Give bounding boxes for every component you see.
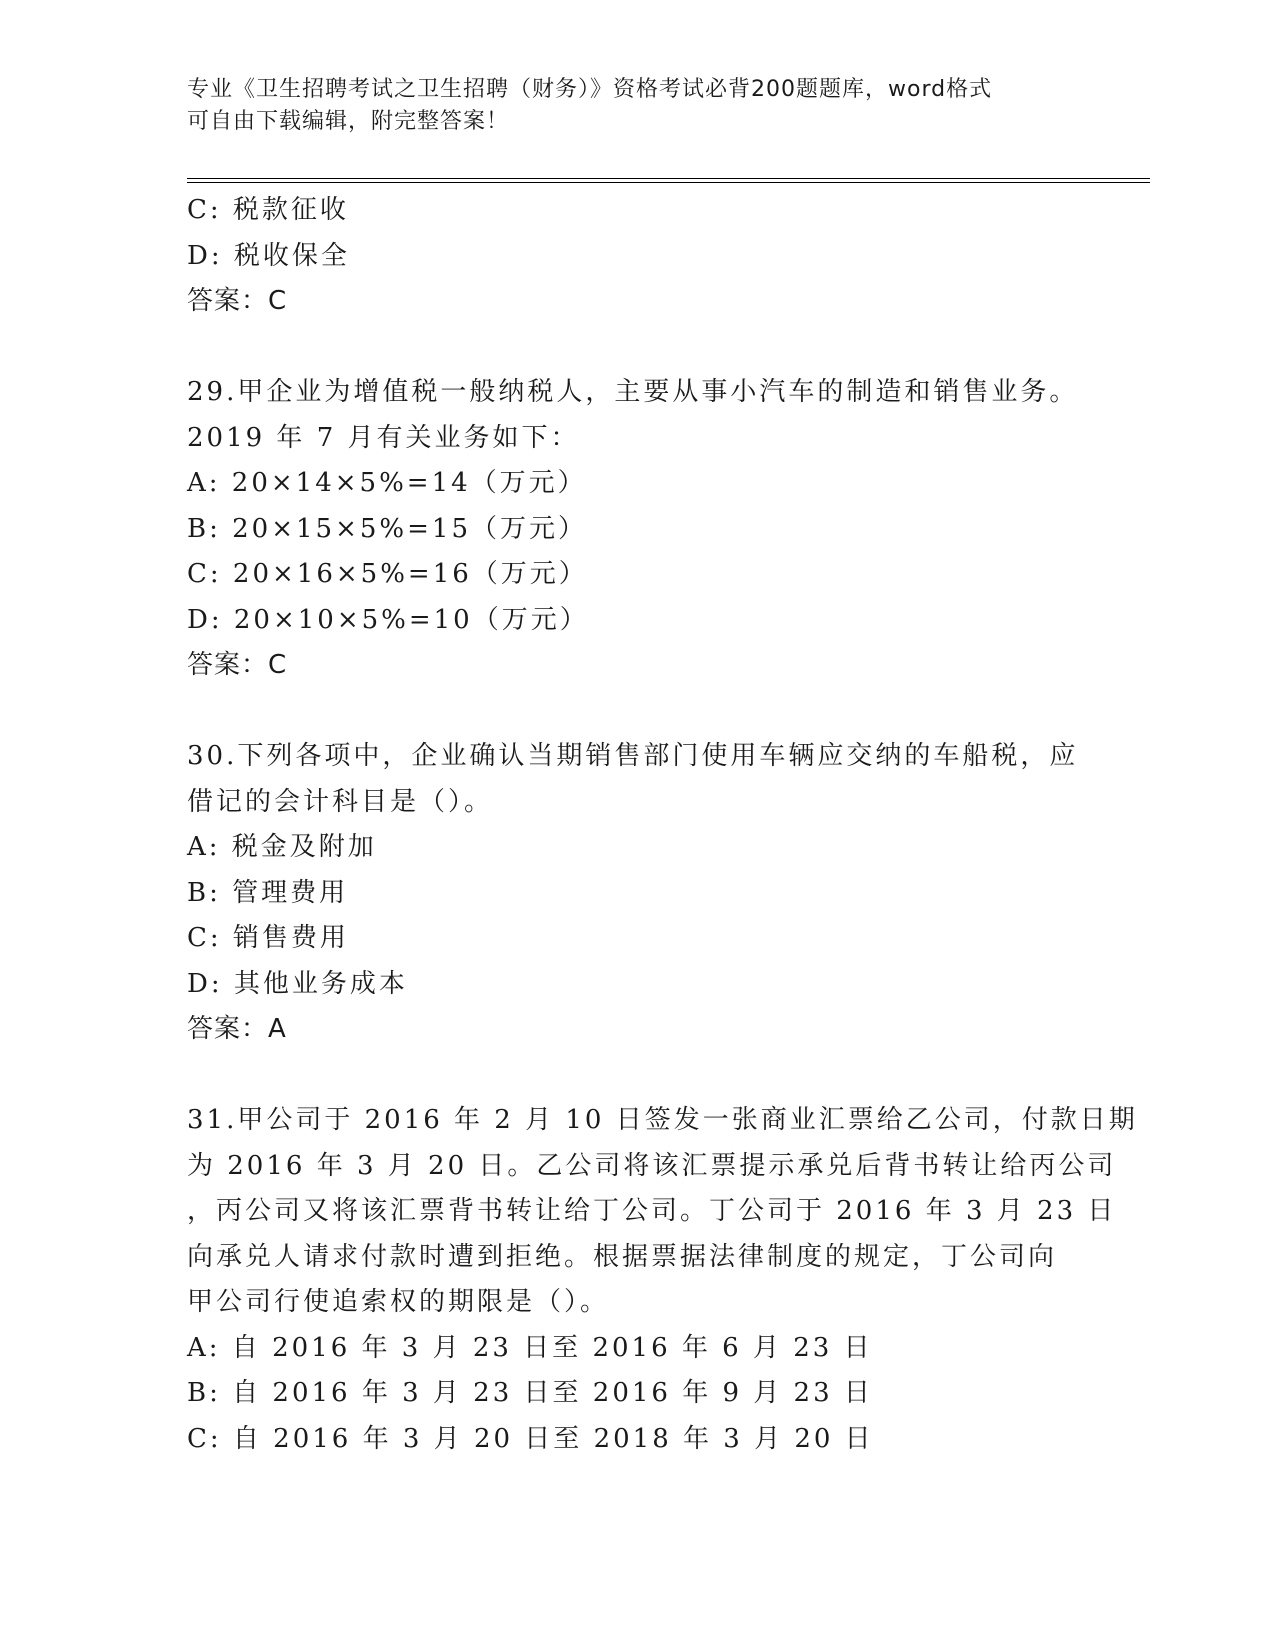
question-text-line: 向承兑人请求付款时遭到拒绝。根据票据法律制度的规定，丁公司向	[187, 1241, 1058, 1272]
option-a: A: 税金及附加	[187, 832, 377, 862]
question-text-line: 30.下列各项中，企业确认当期销售部门使用车辆应交纳的车船税，应	[187, 741, 1079, 771]
option-c: C: 销售费用	[187, 923, 349, 953]
document-body	[187, 188, 1138, 1462]
answer-line: 答案：A	[187, 1014, 287, 1044]
spacer	[187, 1053, 1087, 1099]
spacer	[187, 689, 1087, 735]
header-title-line-1: 专业《卫生招聘考试之卫生招聘（财务）》资格考试必背200题题库，word格式	[187, 77, 993, 102]
header-title-line-2: 可自由下载编辑，附完整答案！	[187, 109, 510, 134]
question-text-line: 为 2016 年 3 月 20 日。乙公司将该汇票提示承兑后背书转让给丙公司	[187, 1150, 1117, 1181]
question-text-line: 29.甲企业为增值税一般纳税人，主要从事小汽车的制造和销售业务。	[187, 377, 1079, 407]
option-c: C: 20×16×5%=16（万元）	[187, 559, 588, 589]
option-a: A: 20×14×5%=14（万元）	[187, 468, 587, 498]
option-c: C: 税款征收	[187, 195, 349, 225]
option-b: B: 20×15×5%=15（万元）	[187, 513, 587, 544]
question-30	[187, 734, 1087, 1053]
header-divider	[187, 178, 1150, 183]
page-header	[187, 74, 1067, 138]
option-d: D: 税收保全	[187, 240, 350, 271]
answer-line: 答案：C	[187, 650, 288, 680]
option-c: C: 自 2016 年 3 月 20 日至 2018 年 3 月 20 日	[187, 1423, 874, 1454]
question-text-line: ，丙公司又将该汇票背书转让给丁公司。丁公司于 2016 年 3 月 23 日	[187, 1196, 1117, 1226]
question-29	[187, 370, 1087, 689]
question-31	[187, 1098, 1138, 1462]
answer-line: 答案：C	[187, 286, 288, 316]
option-b: B: 自 2016 年 3 月 23 日至 2016 年 9 月 23 日	[187, 1378, 873, 1408]
question-text-line: 31.甲公司于 2016 年 2 月 10 日签发一张商业汇票给乙公司，付款日期	[187, 1105, 1138, 1135]
question-text-line: 借记的会计科目是（）。	[187, 786, 494, 817]
spacer	[187, 325, 1087, 371]
option-d: D: 20×10×5%=10（万元）	[187, 604, 589, 635]
option-a: A: 自 2016 年 3 月 23 日至 2016 年 6 月 23 日	[187, 1332, 873, 1363]
question-text-line: 2019 年 7 月有关业务如下：	[187, 422, 580, 453]
option-b: B: 管理费用	[187, 877, 349, 908]
question-28-continued	[187, 188, 1087, 325]
question-text-line: 甲公司行使追索权的期限是（）。	[187, 1287, 610, 1317]
option-d: D: 其他业务成本	[187, 968, 408, 999]
